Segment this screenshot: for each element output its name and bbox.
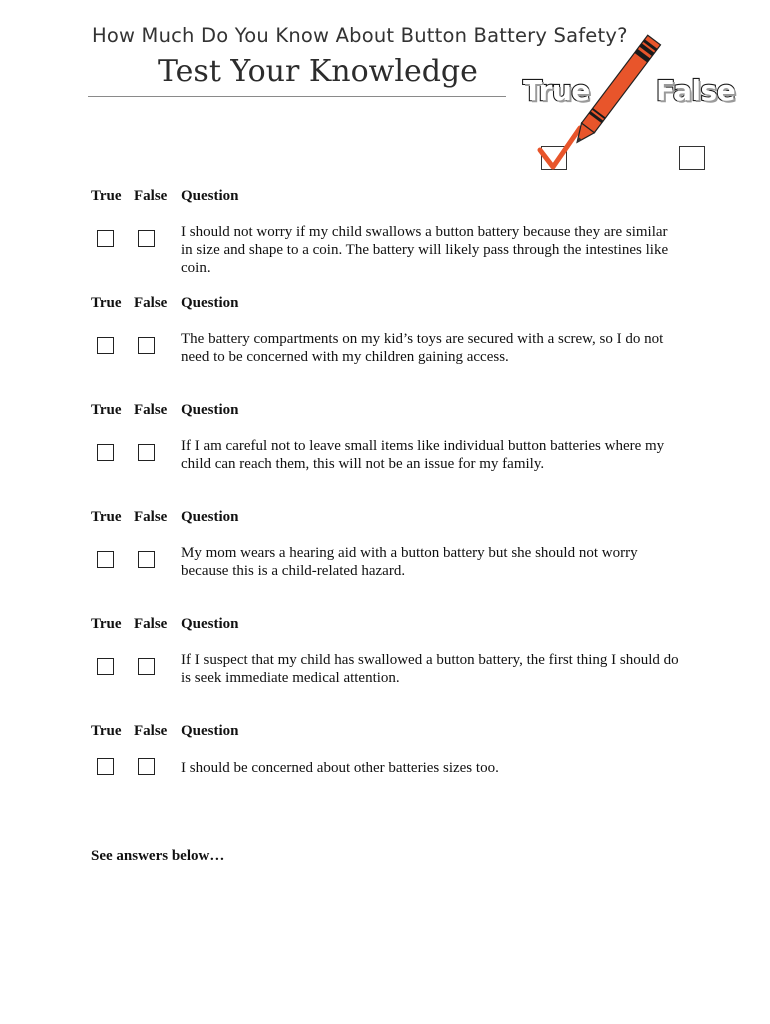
false-header: False [134, 616, 168, 632]
graphic-false-label: False [656, 74, 736, 107]
true-header: True [91, 295, 122, 311]
header-subtitle: How Much Do You Know About Button Battery Safety? [92, 24, 628, 47]
true-header: True [91, 616, 122, 632]
question-header: Question [181, 723, 239, 739]
question-text: If I suspect that my child has swallowed a button battery, the first thing I should do is seek immediate medical attention. [181, 652, 679, 686]
true-checkbox[interactable] [97, 658, 114, 675]
true-header: True [91, 402, 122, 418]
question-text: If I am careful not to leave small items like individual button batteries where my child can reach them, this will not be an issue for my family. [181, 438, 665, 472]
true-checkbox[interactable] [97, 337, 114, 354]
question-text: The battery compartments on my kid’s toys are secured with a screw, so I do not need to be concerned with my children gaining access. [181, 331, 664, 365]
question-header: Question [181, 616, 239, 632]
question-header: Question [181, 402, 239, 418]
true-header: True [91, 188, 122, 204]
true-checkbox[interactable] [97, 444, 114, 461]
graphic-true-label: True [523, 74, 590, 107]
false-header: False [134, 295, 168, 311]
false-checkbox[interactable] [138, 551, 155, 568]
question-text: I should not worry if my child swallows a button battery because they are similar in size and shape to a coin. The battery will likely pass through the intestines like coin. [181, 224, 669, 276]
false-checkbox[interactable] [138, 758, 155, 775]
question-text: I should be concerned about other batteries sizes too. [181, 760, 499, 776]
true-header: True [91, 509, 122, 525]
true-header: True [91, 723, 122, 739]
crayon-checkmark-icon [528, 28, 678, 178]
question-header: Question [181, 509, 239, 525]
false-header: False [134, 188, 168, 204]
true-checkbox[interactable] [97, 551, 114, 568]
question-text: My mom wears a hearing aid with a button battery but she should not worry because this is a child-related hazard. [181, 545, 638, 579]
false-checkbox[interactable] [138, 444, 155, 461]
false-header: False [134, 509, 168, 525]
false-checkbox[interactable] [138, 337, 155, 354]
question-header: Question [181, 295, 239, 311]
crayon-icon [571, 35, 661, 147]
true-checkbox[interactable] [97, 230, 114, 247]
question-header: Question [181, 188, 239, 204]
false-checkbox[interactable] [138, 230, 155, 247]
true-checkbox[interactable] [97, 758, 114, 775]
false-header: False [134, 402, 168, 418]
page-title: Test Your Knowledge [158, 54, 478, 89]
false-checkbox[interactable] [138, 658, 155, 675]
see-answers-note: See answers below… [91, 848, 225, 864]
graphic-false-box [679, 146, 705, 170]
checkmark-icon [540, 128, 580, 167]
header-rule [88, 96, 506, 97]
false-header: False [134, 723, 168, 739]
